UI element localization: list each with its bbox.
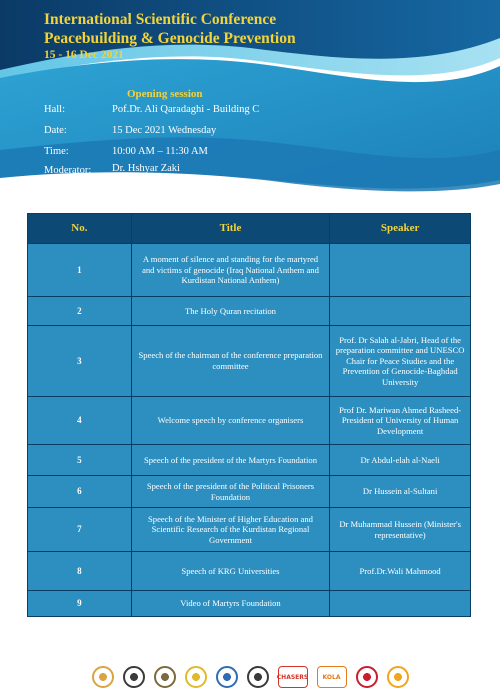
- program-table-wrapper: [27, 213, 471, 617]
- table-row: [28, 445, 471, 476]
- partner-logos: [0, 660, 500, 694]
- column-header-no: No.: [28, 214, 132, 244]
- row-title: Welcome speech by conference organisers: [131, 397, 330, 445]
- table-row: [28, 297, 471, 326]
- row-speaker: Prof.Dr.Wali Mahmood: [330, 552, 471, 591]
- row-speaker: Dr Abdul-elah al-Naeli: [330, 445, 471, 476]
- row-title: Speech of KRG Universities: [131, 552, 330, 591]
- title-line-2: Peacebuilding & Genocide Prevention: [44, 30, 296, 47]
- table-row: [28, 508, 471, 552]
- logo-9-icon: [356, 666, 378, 688]
- moderator-value: Dr. Hshyar Zaki: [112, 163, 180, 174]
- header-banner: [0, 0, 500, 205]
- date-label: Date:: [44, 125, 67, 136]
- title-line-1: International Scientific Conference: [44, 11, 277, 28]
- row-speaker: Prof Dr. Mariwan Ahmed Rasheed- President of University of Human Development: [330, 397, 471, 445]
- logo-8-icon: KOLA: [317, 666, 347, 688]
- table-row: [28, 397, 471, 445]
- row-number: 9: [28, 591, 132, 617]
- row-number: 3: [28, 326, 132, 397]
- row-title: Speech of the chairman of the conference preparation committee: [131, 326, 330, 397]
- row-number: 6: [28, 476, 132, 508]
- row-speaker: Dr Hussein al-Sultani: [330, 476, 471, 508]
- conference-title: [44, 10, 296, 48]
- table-row: [28, 244, 471, 297]
- table-header-row: [28, 214, 471, 244]
- row-speaker: Dr Muhammad Hussein (Minister's representative): [330, 508, 471, 552]
- hall-value: Pof.Dr. Ali Qaradaghi - Building C: [112, 104, 260, 115]
- row-speaker: [330, 297, 471, 326]
- time-label: Time:: [44, 146, 69, 157]
- row-speaker: Prof. Dr Salah al-Jabri, Head of the preparation committee and UNESCO Chair for Peace Studies and the Prevention of Genocide-Baghdad University: [330, 326, 471, 397]
- column-header-speaker: Speaker: [330, 214, 471, 244]
- row-title: Speech of the Minister of Higher Education and Scientific Research of the Kurdistan Regional Government: [131, 508, 330, 552]
- hall-label: Hall:: [44, 104, 65, 115]
- row-number: 1: [28, 244, 132, 297]
- row-number: 7: [28, 508, 132, 552]
- date-value: 15 Dec 2021 Wednesday: [112, 125, 217, 136]
- table-row: [28, 326, 471, 397]
- session-heading: Opening session: [127, 88, 203, 100]
- logo-7-icon: CHASERS: [278, 666, 308, 688]
- logo-5-icon: [216, 666, 238, 688]
- row-title: A moment of silence and standing for the martyred and victims of genocide (Iraq National Anthem and Kurdistan National Anthem): [131, 244, 330, 297]
- logo-4-icon: [185, 666, 207, 688]
- logo-1-icon: [92, 666, 114, 688]
- row-speaker: [330, 244, 471, 297]
- conference-dates: 15 - 16 Dec 2021: [44, 49, 124, 61]
- logo-10-icon: [387, 666, 409, 688]
- program-table: [27, 213, 471, 617]
- row-number: 2: [28, 297, 132, 326]
- row-speaker: [330, 591, 471, 617]
- logo-3-icon: [154, 666, 176, 688]
- moderator-label: Moderator:: [44, 165, 92, 176]
- row-title: Speech of the president of the Martyrs Foundation: [131, 445, 330, 476]
- logo-6-icon: [247, 666, 269, 688]
- logo-2-icon: [123, 666, 145, 688]
- time-value: 10:00 AM – 11:30 AM: [112, 146, 208, 157]
- row-title: Video of Martyrs Foundation: [131, 591, 330, 617]
- row-number: 8: [28, 552, 132, 591]
- row-title: Speech of the president of the Political Prisoners Foundation: [131, 476, 330, 508]
- row-title: The Holy Quran recitation: [131, 297, 330, 326]
- table-row: [28, 552, 471, 591]
- table-row: [28, 476, 471, 508]
- row-number: 4: [28, 397, 132, 445]
- column-header-title: Title: [131, 214, 330, 244]
- row-number: 5: [28, 445, 132, 476]
- table-row: [28, 591, 471, 617]
